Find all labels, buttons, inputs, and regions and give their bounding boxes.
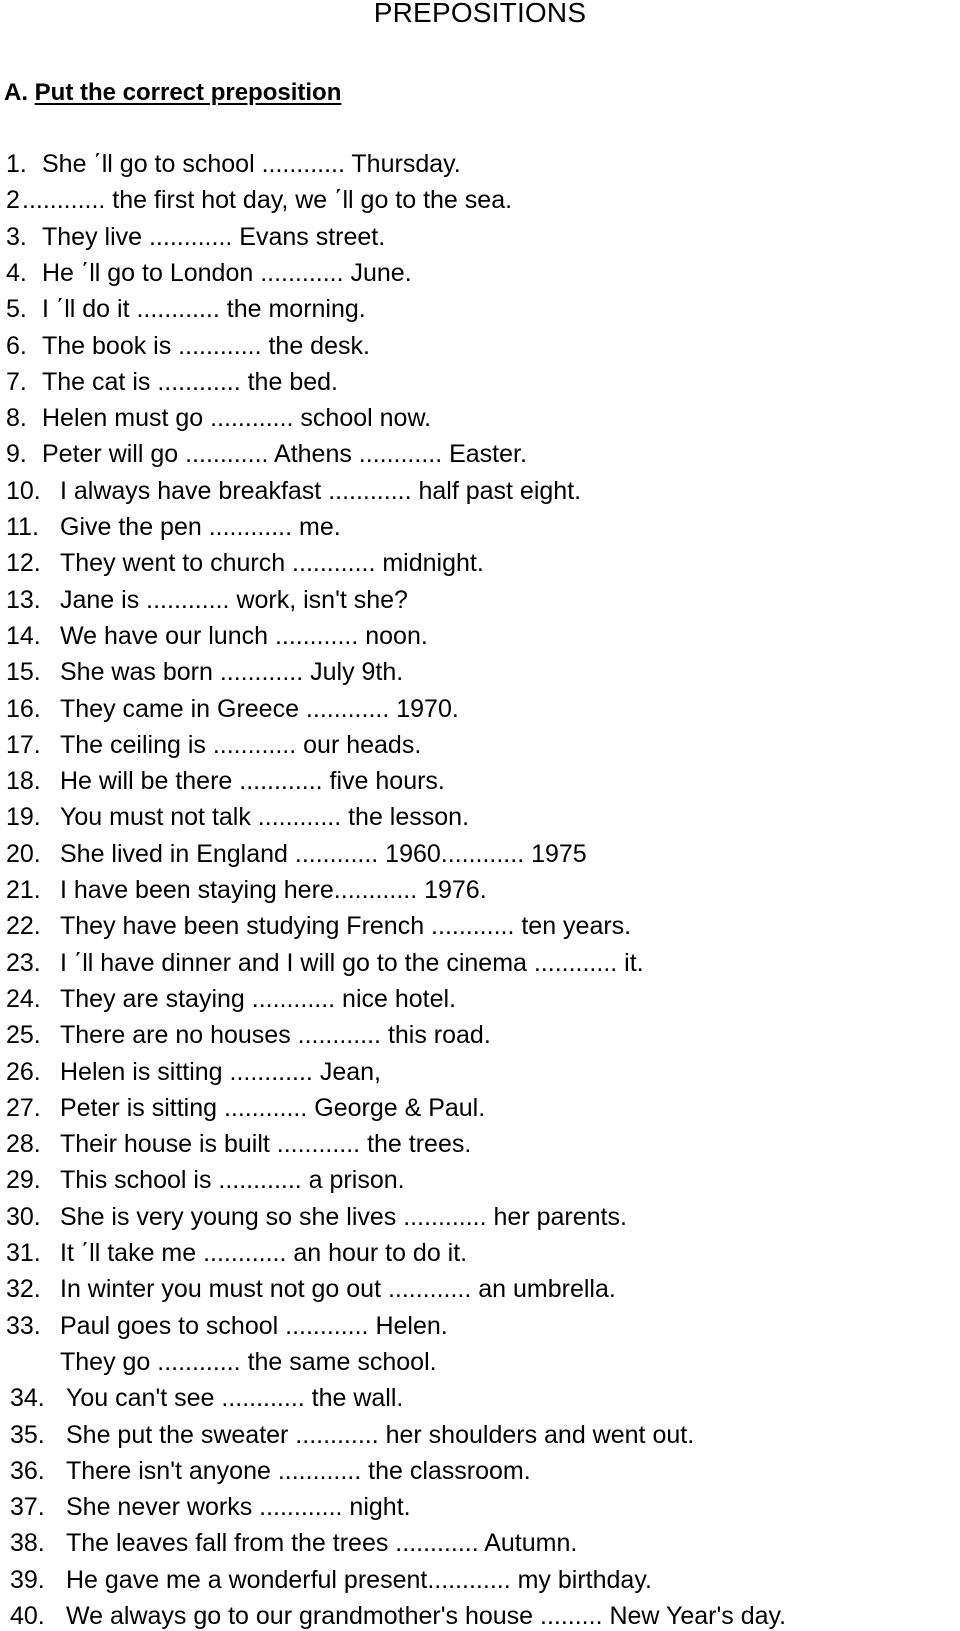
- question-text: Jane is ............ work, isn't she?: [60, 585, 408, 614]
- question-text: Their house is built ............ the trees.: [60, 1130, 472, 1159]
- question-number: 35.: [10, 1420, 45, 1449]
- question-number: 24.: [6, 984, 41, 1013]
- question-text: You can't see ............ the wall.: [66, 1384, 404, 1413]
- question-text: In winter you must not go out ............ an umbrella.: [60, 1275, 616, 1304]
- question-number: 11.: [6, 513, 39, 541]
- question-text: This school is ............ a prison.: [60, 1166, 405, 1195]
- question-number: 2: [6, 186, 20, 215]
- question-number: 38.: [10, 1529, 45, 1558]
- question-text: She lived in England ............ 1960............ 1975: [60, 839, 587, 868]
- question-text: Helen must go ............ school now.: [42, 404, 432, 433]
- question-number: 30.: [6, 1202, 41, 1231]
- question-text: He ΄ll go to London ............ June.: [42, 258, 412, 287]
- question-number: 3.: [6, 222, 27, 251]
- question-text: There are no houses ............ this road.: [60, 1021, 491, 1050]
- question-number: 27.: [6, 1093, 41, 1122]
- question-number: 37.: [10, 1493, 45, 1522]
- question-text: She never works ............ night.: [66, 1493, 411, 1522]
- question-number: 23.: [6, 948, 41, 977]
- question-number: 14.: [6, 621, 41, 650]
- question-text: He gave me a wonderful present............ my birthday.: [66, 1565, 652, 1594]
- question-text: The book is ............ the desk.: [42, 331, 370, 360]
- question-number: 39.: [10, 1565, 45, 1594]
- question-number: 6.: [6, 331, 27, 360]
- question-number: 13.: [6, 585, 41, 614]
- question-number: 31.: [6, 1239, 41, 1267]
- question-number: 25.: [6, 1021, 41, 1050]
- question-text: We always go to our grandmother's house ......... New Year's day.: [66, 1602, 787, 1630]
- section-heading-text: Put the correct preposition: [34, 79, 342, 106]
- question-text: She was born ............ July 9th.: [60, 658, 404, 687]
- section-letter: A.: [4, 79, 28, 106]
- question-text: Helen is sitting ............ Jean,: [60, 1057, 381, 1086]
- question-text: Give the pen ............ me.: [60, 513, 341, 541]
- question-number: 17.: [6, 730, 41, 759]
- question-number: 5.: [6, 295, 27, 324]
- question-number: 9.: [6, 440, 27, 469]
- question-text: I have been staying here............ 1976.: [60, 876, 487, 904]
- question-text: She put the sweater ............ her shoulders and went out.: [66, 1420, 695, 1449]
- question-number: 28.: [6, 1130, 41, 1159]
- question-number: 40.: [10, 1602, 45, 1630]
- question-text: She is very young so she lives ............ her parents.: [60, 1202, 627, 1231]
- question-text: Peter is sitting ............ George & Paul.: [60, 1093, 486, 1122]
- question-text: They came in Greece ............ 1970.: [60, 694, 459, 723]
- question-number: 29.: [6, 1166, 41, 1195]
- question-number: 4.: [6, 258, 27, 287]
- section-heading: [4, 77, 341, 109]
- question-text: We have our lunch ............ noon.: [60, 621, 428, 650]
- question-number: 33.: [6, 1311, 41, 1340]
- page-title: PREPOSITIONS: [373, 0, 587, 28]
- question-number: 7.: [6, 367, 27, 396]
- question-text: The ceiling is ............ our heads.: [60, 730, 422, 759]
- question-text: There isn't anyone ............ the classroom.: [66, 1456, 531, 1485]
- question-text: He will be there ............ five hours.: [60, 767, 445, 796]
- question-number: 16.: [6, 694, 41, 723]
- question-number: 22.: [6, 912, 41, 941]
- question-number: 12.: [6, 549, 41, 578]
- question-number: 36.: [10, 1456, 45, 1485]
- question-text: Peter will go ............ Athens ............ Easter.: [42, 440, 527, 469]
- question-text: It ΄ll take me ............ an hour to do it.: [60, 1239, 468, 1267]
- question-number: 18.: [6, 767, 41, 796]
- question-text: They went to church ............ midnight.: [60, 549, 484, 578]
- question-text: They are staying ............ nice hotel.: [60, 984, 457, 1013]
- question-text: ............ the first hot day, we ΄ll go to the sea.: [22, 186, 513, 215]
- question-number: 10.: [6, 476, 41, 505]
- question-text: They go ............ the same school.: [60, 1347, 437, 1376]
- question-number: 32.: [6, 1275, 41, 1304]
- question-number: 8.: [6, 404, 27, 433]
- question-text: I ΄ll do it ............ the morning.: [42, 295, 366, 324]
- question-text: The cat is ............ the bed.: [42, 367, 338, 396]
- question-number: 15.: [6, 658, 41, 687]
- question-number: 26.: [6, 1057, 41, 1086]
- question-number: 1.: [6, 150, 27, 178]
- question-text: She ΄ll go to school ............ Thursday.: [42, 150, 461, 178]
- question-number: 21.: [6, 876, 41, 904]
- question-text: Paul goes to school ............ Helen.: [60, 1311, 448, 1340]
- question-text: They live ............ Evans street.: [42, 222, 386, 251]
- question-text: The leaves fall from the trees ............ Autumn.: [66, 1529, 578, 1558]
- question-text: I ΄ll have dinner and I will go to the cinema ............ it.: [60, 948, 644, 977]
- question-number: 19.: [6, 803, 41, 832]
- question-text: They have been studying French ............ ten years.: [60, 912, 632, 941]
- question-number: 34.: [10, 1384, 45, 1413]
- question-number: 20.: [6, 839, 41, 868]
- question-text: I always have breakfast ............ half past eight.: [60, 476, 582, 505]
- question-text: You must not talk ............ the lesson.: [60, 803, 470, 832]
